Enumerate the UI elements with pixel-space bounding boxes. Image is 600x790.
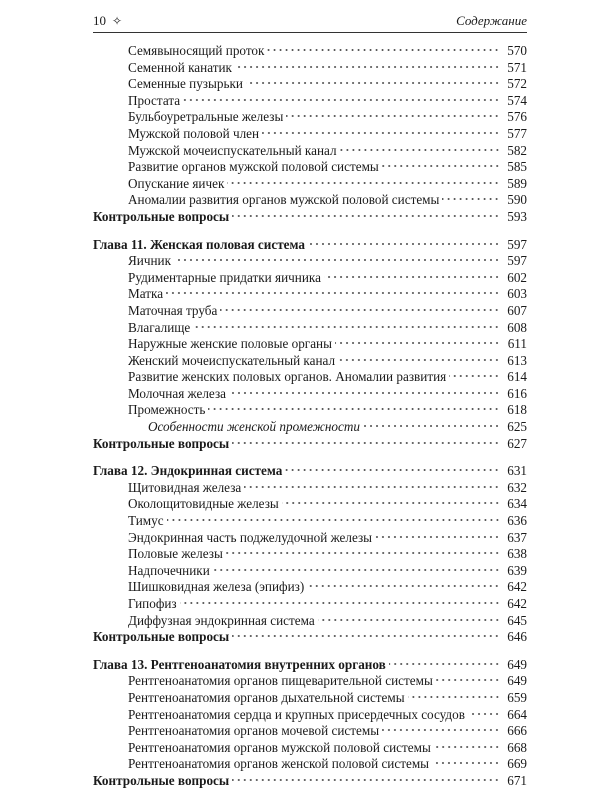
header-divider xyxy=(93,32,527,33)
dot-leader xyxy=(183,98,500,102)
toc-heading-entry[interactable] xyxy=(93,209,527,226)
toc-entry[interactable] xyxy=(93,143,527,160)
toc-entry-page-number: 611 xyxy=(507,336,527,352)
toc-entry-title: Маточная труба xyxy=(128,302,218,318)
toc-entry[interactable] xyxy=(93,723,527,740)
toc-entry-title: Опускание яичек xyxy=(128,175,225,191)
toc-entry-page-number: 571 xyxy=(507,59,527,75)
dot-leader xyxy=(180,601,500,605)
dot-leader xyxy=(408,695,500,699)
toc-entry-title: Бульбоуретральные железы xyxy=(128,109,284,125)
toc-entry-page-number: 616 xyxy=(507,385,527,401)
dot-leader xyxy=(229,391,500,395)
toc-entry[interactable] xyxy=(93,270,527,287)
toc-entry-page-number: 597 xyxy=(507,253,527,269)
dot-leader xyxy=(174,258,500,262)
toc-entry-title: Наружные женские половые органы xyxy=(128,336,332,352)
toc-entry-page-number: 625 xyxy=(507,419,527,435)
toc-entry-page-number: 577 xyxy=(507,125,527,141)
dot-leader xyxy=(213,568,500,572)
toc-entry-page-number: 645 xyxy=(507,612,527,628)
toc-entry-title: Надпочечники xyxy=(128,562,210,578)
toc-entry[interactable] xyxy=(93,513,527,530)
toc-entry[interactable] xyxy=(93,613,527,630)
toc-entry-page-number: 589 xyxy=(507,175,527,191)
dot-leader xyxy=(434,745,500,749)
toc-entry-title: Матка xyxy=(128,286,164,302)
dot-leader xyxy=(232,634,500,638)
toc-entry-page-number: 618 xyxy=(507,402,527,418)
toc-entry[interactable] xyxy=(93,176,527,193)
ornament-icon: ✧ xyxy=(112,14,123,28)
toc-entry-title: Рентгеноанатомия органов женской половой системы xyxy=(128,756,430,772)
toc-entry[interactable] xyxy=(93,60,527,77)
toc-entry-title: Глава 12. Эндокринная система xyxy=(93,463,283,479)
page-number: 10 xyxy=(93,13,106,28)
toc-entry-page-number: 637 xyxy=(507,529,527,545)
dot-leader xyxy=(335,341,500,345)
toc-entry[interactable] xyxy=(93,369,527,386)
toc-heading-entry[interactable] xyxy=(93,436,527,453)
dot-leader xyxy=(436,678,500,682)
toc-entry-title: Глава 13. Рентгеноанатомия внутренних органов xyxy=(93,656,386,672)
dot-leader xyxy=(246,81,500,85)
toc-entry-page-number: 649 xyxy=(507,656,527,672)
toc-entry[interactable] xyxy=(93,93,527,110)
toc-entry-title: Контрольные вопросы xyxy=(93,772,230,788)
toc-heading-entry[interactable] xyxy=(93,773,527,790)
section-title: Содержание xyxy=(456,13,527,28)
page-number-block xyxy=(93,13,122,29)
toc-entry-title: Влагалище xyxy=(128,319,191,335)
toc-entry-title: Контрольные вопросы xyxy=(93,629,230,645)
toc-entry-page-number: 572 xyxy=(507,76,527,92)
dot-leader xyxy=(340,148,500,152)
toc-entry-page-number: 664 xyxy=(507,706,527,722)
dot-leader xyxy=(389,662,500,666)
toc-entry-page-number: 634 xyxy=(507,496,527,512)
dot-leader xyxy=(167,518,500,522)
dot-leader xyxy=(235,65,500,69)
dot-leader xyxy=(307,584,500,588)
toc-entry[interactable] xyxy=(93,286,527,303)
toc-entry-page-number: 642 xyxy=(507,596,527,611)
toc-entry-page-number: 608 xyxy=(507,319,527,335)
toc-entry-title: Глава 11. Женская половая система xyxy=(93,236,306,252)
toc-entry[interactable] xyxy=(93,673,527,690)
toc-entry-page-number: 582 xyxy=(507,142,527,158)
toc-entry-title: Особенности женской промежности xyxy=(148,419,360,435)
toc-entry[interactable] xyxy=(93,563,527,580)
toc-entry-title: Семенной канатик xyxy=(128,59,232,75)
toc-entry[interactable] xyxy=(93,402,527,419)
toc-entry-title: Семявыносящий проток xyxy=(128,43,265,58)
dot-leader xyxy=(244,485,500,489)
toc-entry-title: Промежность xyxy=(128,402,206,418)
toc-entry-page-number: 607 xyxy=(507,302,527,318)
running-header xyxy=(93,13,527,31)
dot-leader xyxy=(449,374,500,378)
toc-entry[interactable] xyxy=(93,76,527,93)
toc-entry-title: Околощитовидные железы xyxy=(128,496,279,512)
toc-entry-page-number: 576 xyxy=(507,109,527,125)
toc-entry-page-number: 636 xyxy=(507,513,527,529)
dot-leader xyxy=(324,275,500,279)
toc-entry[interactable] xyxy=(93,496,527,513)
toc-entry-title: Контрольные вопросы xyxy=(93,435,230,451)
dot-leader xyxy=(232,441,500,445)
dot-leader xyxy=(308,242,500,246)
toc-entry-page-number: 668 xyxy=(507,739,527,755)
dot-leader xyxy=(232,778,500,782)
dot-leader xyxy=(442,197,500,201)
toc-entry-title: Гипофиз xyxy=(128,596,177,611)
toc-entry-title: Рентгеноанатомия органов мужской половой системы xyxy=(128,739,431,755)
section-spacer xyxy=(93,646,527,657)
toc-heading-entry[interactable] xyxy=(93,463,527,480)
toc-entry-title: Простата xyxy=(128,92,181,108)
toc-entry-title: Яичник xyxy=(128,253,172,269)
toc-entry-page-number: 602 xyxy=(507,269,527,285)
dot-leader xyxy=(193,325,500,329)
toc-entry-page-number: 642 xyxy=(507,579,527,595)
toc-entry[interactable] xyxy=(93,303,527,320)
dot-leader xyxy=(166,291,500,295)
toc-entry[interactable] xyxy=(93,159,527,176)
section-spacer xyxy=(93,226,527,237)
toc-entry-page-number: 590 xyxy=(507,192,527,208)
toc-entry[interactable] xyxy=(93,320,527,337)
dot-leader xyxy=(267,48,500,52)
dot-leader xyxy=(220,308,500,312)
toc-entry-title: Рентгеноанатомия органов мочевой системы xyxy=(128,723,380,739)
toc-heading-entry[interactable] xyxy=(93,237,527,254)
toc-entry[interactable] xyxy=(93,43,527,60)
toc-entry-page-number: 669 xyxy=(507,756,527,772)
toc-entry-title: Рудиментарные придатки яичника xyxy=(128,269,321,285)
toc-entry-page-number: 646 xyxy=(507,629,527,645)
toc-entry[interactable] xyxy=(93,690,527,707)
toc-entry-page-number: 593 xyxy=(507,208,527,224)
toc-entry-page-number: 631 xyxy=(507,463,527,479)
toc-entry-page-number: 574 xyxy=(507,92,527,108)
toc-entry-title: Шишковидная железа (эпифиз) xyxy=(128,579,305,595)
toc-entry-title: Женский мочеиспускательный канал xyxy=(128,352,336,368)
dot-leader xyxy=(382,164,500,168)
dot-leader xyxy=(226,551,500,555)
toc-entry[interactable] xyxy=(93,336,527,353)
toc-entry-page-number: 613 xyxy=(507,352,527,368)
dot-leader xyxy=(227,181,500,185)
toc-entry-title: Мужской половой член xyxy=(128,125,260,141)
toc-entry-title: Щитовидная железа xyxy=(128,479,242,495)
toc-entry[interactable] xyxy=(93,740,527,757)
dot-leader xyxy=(338,358,500,362)
toc-entry[interactable] xyxy=(93,596,527,613)
toc-entry[interactable] xyxy=(93,546,527,563)
toc-entry[interactable] xyxy=(93,707,527,724)
toc-entry-title: Аномалии развития органов мужской половой системы xyxy=(128,192,440,208)
toc-entry-title: Рентгеноанатомия сердца и крупных присердечных сосудов xyxy=(128,706,465,722)
toc-entry[interactable] xyxy=(93,756,527,773)
toc-entry-page-number: 649 xyxy=(507,673,527,689)
dot-leader xyxy=(318,618,500,622)
section-spacer xyxy=(93,452,527,463)
toc-entry-page-number: 627 xyxy=(507,435,527,451)
toc-entry[interactable] xyxy=(93,480,527,497)
toc-entry[interactable] xyxy=(93,419,527,436)
toc-entry[interactable] xyxy=(93,253,527,270)
dot-leader xyxy=(262,131,500,135)
toc-entry-title: Половые железы xyxy=(128,546,223,562)
toc-entry-title: Тимус xyxy=(128,513,164,529)
toc-entry-title: Развитие женских половых органов. Аномалии развития xyxy=(128,369,447,385)
dot-leader xyxy=(286,114,500,118)
toc-entry-page-number: 603 xyxy=(507,286,527,302)
dot-leader xyxy=(375,535,500,539)
dot-leader xyxy=(208,407,500,411)
toc-entry-page-number: 671 xyxy=(507,772,527,788)
toc-entry[interactable] xyxy=(93,579,527,596)
toc-entry-title: Рентгеноанатомия органов дыхательной системы xyxy=(128,689,405,705)
toc-entry-title: Развитие органов мужской половой системы xyxy=(128,159,379,175)
dot-leader xyxy=(432,761,500,765)
toc-entry-title: Семенные пузырьки xyxy=(128,76,243,92)
dot-leader xyxy=(232,214,500,218)
toc-entry[interactable] xyxy=(93,109,527,126)
toc-entry-title: Рентгеноанатомия органов пищеварительной системы xyxy=(128,673,433,689)
toc-heading-entry[interactable] xyxy=(93,629,527,646)
dot-leader xyxy=(382,728,500,732)
toc-entry-page-number: 597 xyxy=(507,236,527,252)
toc-entry-page-number: 570 xyxy=(507,43,527,58)
toc-entry-title: Диффузная эндокринная система xyxy=(128,612,315,628)
dot-leader xyxy=(468,712,500,716)
dot-leader xyxy=(282,501,500,505)
toc-entry[interactable] xyxy=(93,192,527,209)
toc-entry-title: Контрольные вопросы xyxy=(93,208,230,224)
toc-entry-page-number: 585 xyxy=(507,159,527,175)
dot-leader xyxy=(285,468,500,472)
dot-leader xyxy=(363,424,500,428)
toc-entry-title: Мужской мочеиспускательный канал xyxy=(128,142,337,158)
toc-heading-entry[interactable] xyxy=(93,657,527,674)
toc-entry-page-number: 614 xyxy=(507,369,527,385)
toc-entry-title: Эндокринная часть поджелудочной железы xyxy=(128,529,373,545)
toc-entry-page-number: 666 xyxy=(507,723,527,739)
toc-entry-page-number: 638 xyxy=(507,546,527,562)
toc-entry-page-number: 632 xyxy=(507,479,527,495)
toc-entry-title: Молочная железа xyxy=(128,385,227,401)
table-of-contents xyxy=(93,43,527,790)
toc-entry[interactable] xyxy=(93,353,527,370)
toc-entry[interactable] xyxy=(93,126,527,143)
toc-entry-page-number: 659 xyxy=(507,689,527,705)
toc-entry-page-number: 639 xyxy=(507,562,527,578)
toc-entry[interactable] xyxy=(93,530,527,547)
toc-entry[interactable] xyxy=(93,386,527,403)
